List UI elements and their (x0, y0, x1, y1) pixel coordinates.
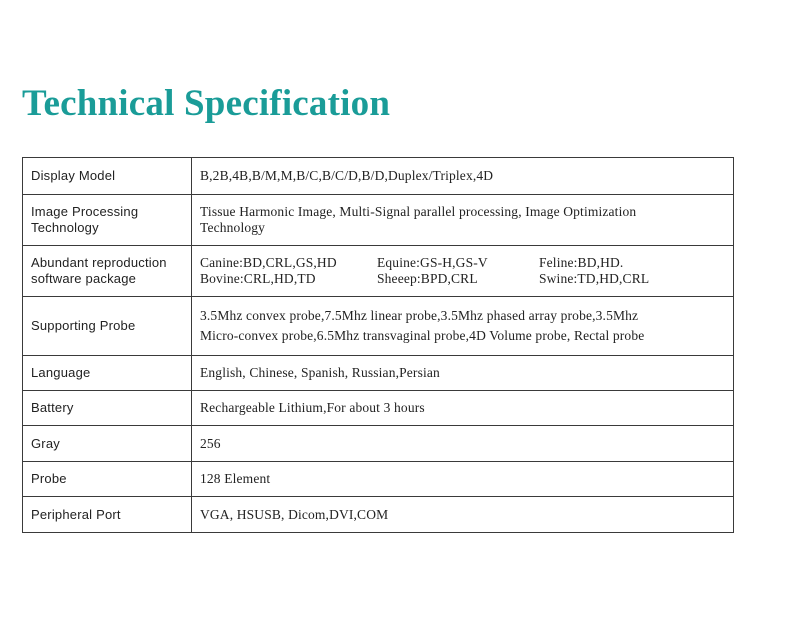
row-label-language: Language (23, 356, 192, 391)
row-value-software-package (192, 246, 734, 297)
table-row (23, 195, 734, 246)
row-value-supporting-probe (192, 297, 734, 356)
label-line: Image Processing (31, 204, 139, 219)
table-row (23, 356, 734, 391)
row-label-battery: Battery (23, 391, 192, 426)
label-line: Abundant reproduction (31, 255, 167, 270)
row-value-gray: 256 (192, 426, 734, 462)
table-row (23, 246, 734, 297)
value-line: 3.5Mhz convex probe,7.5Mhz linear probe,3.5Mhz phased array probe,3.5Mhz (200, 308, 639, 323)
row-label-image-processing (23, 195, 192, 246)
row-value-battery: Rechargeable Lithium,For about 3 hours (192, 391, 734, 426)
page-title: Technical Specification (22, 83, 391, 124)
table-row (23, 462, 734, 497)
value-line: Technology (200, 220, 266, 235)
row-value-language: English, Chinese, Spanish, Russian,Persian (192, 356, 734, 391)
table-row (23, 297, 734, 356)
table-row (23, 391, 734, 426)
row-value-peripheral-port: VGA, HSUSB, Dicom,DVI,COM (192, 497, 734, 533)
table-row (23, 497, 734, 533)
software-item-canine: Canine:BD,CRL,GS,HD (200, 255, 337, 270)
software-item-feline: Feline:BD,HD. (539, 255, 624, 270)
software-item-equine: Equine:GS-H,GS-V (377, 255, 488, 270)
row-label-probe: Probe (23, 462, 192, 497)
row-label-supporting-probe: Supporting Probe (23, 297, 192, 356)
software-item-sheep: Sheeep:BPD,CRL (377, 271, 478, 286)
table-row (23, 426, 734, 462)
row-value-image-processing (192, 195, 734, 246)
label-line: Technology (31, 220, 99, 235)
specification-table (22, 157, 734, 533)
value-line: Micro-convex probe,6.5Mhz transvaginal probe,4D Volume probe, Rectal probe (200, 328, 645, 343)
row-label-display-model: Display Model (23, 158, 192, 195)
value-line: Tissue Harmonic Image, Multi-Signal parallel processing, Image Optimization (200, 204, 637, 219)
label-line: software package (31, 271, 137, 286)
row-value-display-model: B,2B,4B,B/M,M,B/C,B/C/D,B/D,Duplex/Triplex,4D (192, 158, 734, 195)
software-item-bovine: Bovine:CRL,HD,TD (200, 271, 316, 286)
row-label-gray: Gray (23, 426, 192, 462)
row-label-software-package (23, 246, 192, 297)
software-grid (200, 255, 725, 287)
row-value-probe: 128 Element (192, 462, 734, 497)
table-row (23, 158, 734, 195)
software-item-swine: Swine:TD,HD,CRL (539, 271, 650, 286)
row-label-peripheral-port: Peripheral Port (23, 497, 192, 533)
